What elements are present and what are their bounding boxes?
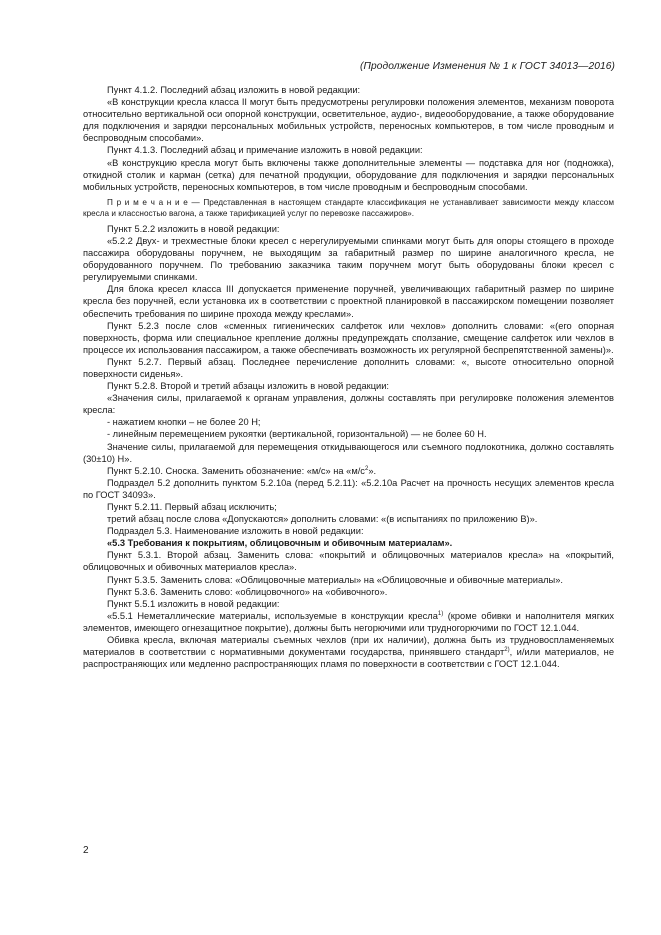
note-label: П р и м е ч а н и е bbox=[107, 197, 188, 207]
text-run: «5.5.1 Неметаллические материалы, используемые в конструкции кресла bbox=[107, 610, 438, 621]
paragraph: Пункт 5.2.7. Первый абзац. Последнее перечисление дополнить словами: «, высоте относительно опорной поверхности сиденья». bbox=[83, 356, 614, 379]
page-number: 2 bbox=[83, 845, 89, 856]
paragraph: «В конструкции кресла класса II могут быть предусмотрены регулировки положения элементов, механизм поворота относительно вертикальной оси опорной конструкции, осветительное, аудио-, видеооборудование, а также оборудование для подключения и зарядки персональных мобильных устройств, переносных компьютеров, в том числе проводным и беспроводным способами». bbox=[83, 97, 614, 144]
paragraph: Для блока кресел класса III допускается применение поручней, увеличивающих габаритный размер по ширине кресла без поручней, если установка их в соответствии с проектной планировкой в пассажирском помещении позволяет обеспечить требования по ширине прохода между креслами». bbox=[83, 284, 614, 319]
text-run: Обивка кресла, включая материалы съемных чехлов (при их наличии), должна быть из трудновоспламеняемых материалов в соответствии с нормативными документами государства, принявшего стандарт bbox=[83, 635, 614, 658]
section-heading: «5.3 Требования к покрытиям, облицовочным и обивочным материалам». bbox=[107, 538, 453, 549]
paragraph: «В конструкцию кресла могут быть включены также дополнительные элементы — подставка для ног (подножка), откидной столик и карман (сетка) для печатной продукции, оборудование для подключения и зарядки персональных мобильных устройств, переносных компьютеров, в том числе проводным и беспроводным способами. bbox=[83, 157, 614, 192]
paragraph: Значение силы, прилагаемой для перемещения откидывающегося или съемного подлокотника, должно составлять (30±10) Н». bbox=[83, 441, 614, 464]
paragraph: Пункт 4.1.2. Последний абзац изложить в новой редакции: bbox=[107, 85, 361, 95]
paragraph: Пункт 5.2.3 после слов «сменных гигиенических салфеток или чехлов» дополнить словами: «(его опорная поверхность, форма или специальное крепление должны предупреждать сползание, смещение салфеток или чехлов в процессе их использования пассажиром, а также обеспечивать возможность их регулярной беспрепятственной замены)». bbox=[83, 320, 614, 355]
text-run: , и/или материалов, не распространяющих или медленно распространяющих пламя по поверхности в соответствии с ГОСТ 12.1.044. bbox=[83, 647, 614, 670]
paragraph bbox=[83, 465, 614, 477]
paragraph: Пункт 5.2.11. Первый абзац исключить; bbox=[107, 502, 277, 512]
paragraph: Пункт 5.2.2 изложить в новой редакции: bbox=[107, 223, 280, 234]
paragraph bbox=[83, 610, 614, 634]
footnote-ref: 2) bbox=[504, 647, 510, 654]
paragraph: Подраздел 5.2 дополнить пунктом 5.2.10а (перед 5.2.11): «5.2.10а Расчет на прочность несущих элементов кресла по ГОСТ 34093». bbox=[83, 477, 614, 500]
list-item: - линейным перемещением рукоятки (вертикальной, горизонтальной) — не более 60 Н. bbox=[107, 429, 487, 440]
note-text: — Представленная в настоящем стандарте классификация не устанавливает зависимости между классом кресла и классностью вагона, а также тарификацией услуг по перевозке пассажиров». bbox=[83, 197, 614, 218]
text-run: Пункт 5.2.10. Сноска. Заменить обозначение: «м/с» на «м/с bbox=[107, 465, 365, 476]
paragraph: Подраздел 5.3. Наименование изложить в новой редакции: bbox=[107, 526, 364, 537]
page-header: (Продолжение Изменения № 1 к ГОСТ 34013—2016) bbox=[359, 61, 615, 72]
paragraph: «5.2.2 Двух- и трехместные блоки кресел с нерегулируемыми спинками могут быть для опоры стоящего в проходе пассажира оборудованы поручнем, не выходящим за габаритный размер по ширине аналогичного кресла, не оборудованного поручнем. По требованию заказчика таким поручнем могут быть оборудованы блоки кресел с регулируемыми спинками. bbox=[83, 235, 614, 283]
paragraph: третий абзац после слова «Допускаются» дополнить словами: «(в испытаниях по приложению В)». bbox=[107, 514, 538, 525]
paragraph: Пункт 5.3.1. Второй абзац. Заменить слова: «покрытий и облицовочных материалов кресла» на «покрытий, облицовочных и обивочных материалов кресла». bbox=[83, 550, 614, 573]
paragraph: Пункт 5.3.6. Заменить слово: «облицовочного» на «обивочного». bbox=[107, 586, 388, 597]
note bbox=[83, 197, 614, 219]
document-body bbox=[83, 84, 614, 670]
paragraph: «Значения силы, прилагаемой к органам управления, должны составлять при регулировке положения элементов кресла: bbox=[83, 393, 614, 416]
list-item: - нажатием кнопки – не более 20 Н; bbox=[107, 417, 261, 428]
footnote-ref: 1) bbox=[437, 610, 444, 617]
text-run: (кроме обивки и наполнителя мягких элементов, имеющего огнезащитное покрытие), должны быть негорючими или трудногорючими по ГОСТ 12.1.044. bbox=[83, 610, 615, 633]
text-run: ». bbox=[368, 465, 377, 476]
paragraph: Пункт 5.5.1 изложить в новой редакции: bbox=[107, 598, 280, 609]
paragraph: Пункт 5.2.8. Второй и третий абзацы изложить в новой редакции: bbox=[107, 381, 390, 392]
superscript: 2 bbox=[364, 465, 369, 472]
paragraph bbox=[83, 634, 614, 670]
paragraph: Пункт 4.1.3. Последний абзац и примечание изложить в новой редакции: bbox=[107, 145, 423, 156]
paragraph: Пункт 5.3.5. Заменить слова: «Облицовочные материалы» на «Облицовочные и обивочные материалы». bbox=[107, 574, 563, 585]
